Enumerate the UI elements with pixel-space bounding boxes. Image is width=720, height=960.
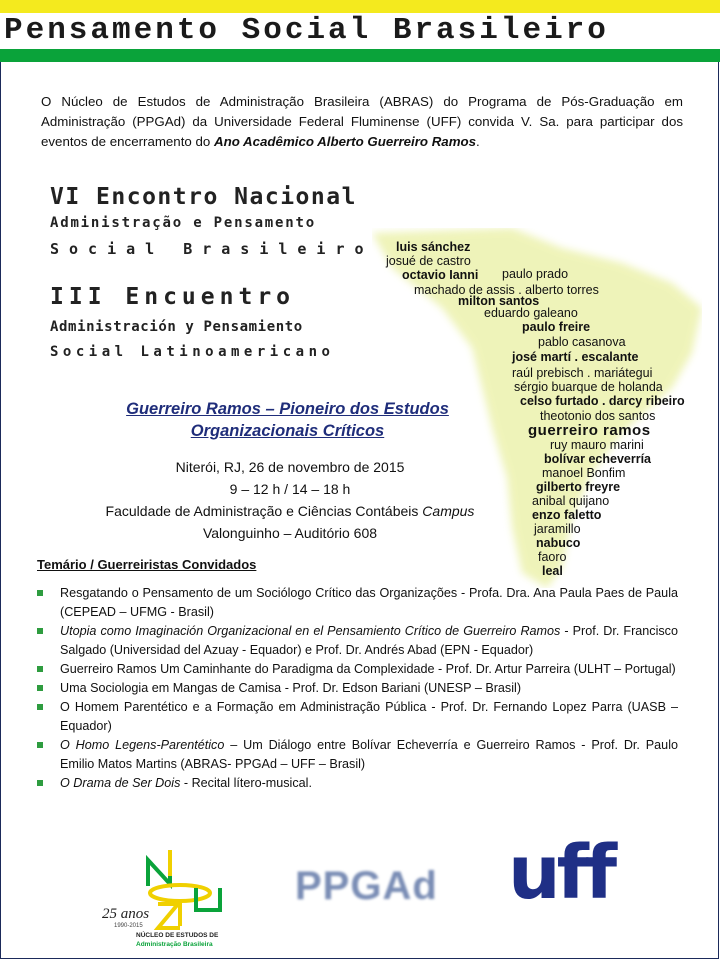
abras-name-1: NÚCLEO DE ESTUDOS DE bbox=[136, 932, 219, 939]
list-item bbox=[36, 736, 678, 774]
map-name: anibal quijano bbox=[532, 494, 610, 508]
map-name: enzo faletto bbox=[532, 508, 602, 522]
bullet-icon bbox=[37, 742, 43, 748]
abras-logo bbox=[100, 848, 240, 953]
event-title-encuentro: III Encuentro bbox=[50, 284, 296, 310]
map-name: machado de assis . alberto torres bbox=[414, 283, 599, 297]
map-name: sérgio buarque de holanda bbox=[514, 380, 663, 394]
map-name: raúl prebisch . mariátegui bbox=[512, 366, 653, 380]
bullet-icon bbox=[37, 666, 43, 672]
header-yellow-bar bbox=[0, 0, 720, 13]
bullet-icon bbox=[37, 628, 43, 634]
map-name: pablo casanova bbox=[538, 335, 626, 349]
map-name: celso furtado . darcy ribeiro bbox=[520, 394, 685, 408]
abras-period: 1990-2015 bbox=[114, 923, 143, 929]
topic-text: Resgatando o Pensamento de um Sociólogo Crítico das Organizações - Profa. Dra. Ana Paula Paes de Paula (CEPEAD – UFMG - Brasil) bbox=[60, 586, 678, 619]
event-details bbox=[60, 456, 520, 544]
lecture-subtitle bbox=[80, 398, 495, 442]
map-name: paulo freire bbox=[522, 320, 591, 334]
header-green-bar bbox=[0, 49, 720, 62]
map-name: jaramillo bbox=[534, 522, 581, 536]
event-subtitle-4: Social Latinoamericano bbox=[50, 344, 335, 360]
event-subtitle-1: Administração e Pensamento bbox=[50, 215, 316, 231]
topics-list bbox=[36, 584, 678, 793]
event-subtitle-3: Administración y Pensamiento bbox=[50, 319, 303, 335]
topics-heading: Temário / Guerreiristas Convidados bbox=[37, 557, 257, 572]
list-item bbox=[36, 660, 678, 679]
topic-italic-title: O Homo Legens-Parentético bbox=[60, 738, 225, 752]
topic-text: Uma Sociologia em Mangas de Camisa - Prof. Dr. Edson Bariani (UNESP – Brasil) bbox=[60, 681, 522, 695]
venue-campus: Campus bbox=[422, 503, 475, 519]
intro-end: . bbox=[476, 134, 480, 149]
topic-text: O Homem Parentético e a Formação em Administração Pública - Prof. Dr. Fernando Lopez Parra (UASB – Equador) bbox=[60, 700, 678, 733]
bullet-icon bbox=[37, 704, 43, 710]
event-date: Niterói, RJ, 26 de novembro de 2015 bbox=[175, 459, 405, 475]
bullet-icon bbox=[37, 685, 43, 691]
topic-text: - Recital lítero-musical. bbox=[180, 776, 312, 790]
map-name: leal bbox=[542, 564, 563, 578]
map-name: nabuco bbox=[536, 536, 581, 550]
list-item bbox=[36, 584, 678, 622]
intro-ano-academico: Ano Acadêmico Alberto Guerreiro Ramos bbox=[213, 134, 477, 149]
subtitle-line-1: Guerreiro Ramos – Pioneiro dos Estudos bbox=[126, 400, 449, 418]
map-name: octavio Ianni bbox=[402, 268, 479, 282]
event-title-encontro: VI Encontro Nacional bbox=[50, 184, 357, 210]
intro-paragraph bbox=[41, 92, 683, 152]
topic-text: Guerreiro Ramos Um Caminhante do Paradigma da Complexidade - Prof. Dr. Artur Parreira (ULHT – Portugal) bbox=[60, 662, 676, 676]
topic-italic-title: O Drama de Ser Dois bbox=[60, 776, 181, 790]
bullet-icon bbox=[37, 590, 43, 596]
map-name: ruy mauro marini bbox=[550, 438, 644, 452]
list-item bbox=[36, 698, 678, 736]
map-name: theotonio dos santos bbox=[540, 409, 656, 423]
map-name-guerreiro-ramos: guerreiro ramos bbox=[528, 422, 651, 439]
intro-text: O Núcleo de Estudos de Administração Brasileira (ABRAS) do Programa de Pós-Graduação em Administração (PPGAd) da Universidade Federal Fluminense (UFF) convida V. Sa. para participar dos eventos de encerramento do bbox=[41, 94, 683, 149]
abras-name-2: Administração Brasileira bbox=[136, 941, 213, 948]
uff-logo bbox=[508, 830, 640, 918]
ppgad-logo: PPGAd bbox=[295, 864, 438, 908]
topic-italic-title: Utopia como Imaginación Organizacional en el Pensamiento Crítico de Guerreiro Ramos bbox=[60, 624, 561, 638]
topic-text: – Um Diálogo entre Bolívar Echeverría e Guerreiro Ramos - Prof. Dr. Paulo Emilio Matos Martins (ABRAS- PPGAd – UFF – Brasil) bbox=[60, 738, 678, 771]
map-name: manoel Bonfim bbox=[542, 466, 626, 480]
map-name: paulo prado bbox=[502, 267, 569, 281]
header-banner bbox=[0, 0, 720, 62]
event-venue-room: Valonguinho – Auditório 608 bbox=[202, 525, 378, 541]
map-name: luis sánchez bbox=[396, 240, 471, 254]
map-name: milton santos bbox=[458, 294, 540, 308]
venue-text: Faculdade de Administração e Ciências Contábeis bbox=[105, 503, 423, 519]
map-name: bolívar echeverría bbox=[544, 452, 652, 466]
uff-wordmark: uff bbox=[508, 830, 614, 916]
map-name: faoro bbox=[538, 550, 567, 564]
subtitle-line-2: Organizacionais Críticos bbox=[190, 422, 385, 440]
topic-text: - Prof. Dr. Francisco Salgado (Universidad del Azuay - Equador) e Prof. Dr. Andrés Abad (EPN - Equador) bbox=[60, 624, 678, 657]
event-subtitle-2: Social Brasileiro bbox=[50, 240, 374, 258]
map-name: eduardo galeano bbox=[484, 306, 578, 320]
map-name: josé martí . escalante bbox=[512, 350, 639, 364]
event-venue bbox=[60, 500, 520, 522]
abras-years: 25 anos bbox=[102, 906, 150, 922]
list-item bbox=[36, 774, 678, 793]
list-item bbox=[36, 622, 678, 660]
map-name: josué de castro bbox=[386, 254, 471, 268]
list-item bbox=[36, 679, 678, 698]
header-title: Pensamento Social Brasileiro bbox=[4, 13, 609, 48]
bullet-icon bbox=[37, 780, 43, 786]
map-name: gilberto freyre bbox=[536, 480, 621, 494]
event-time: 9 – 12 h / 14 – 18 h bbox=[229, 481, 351, 497]
